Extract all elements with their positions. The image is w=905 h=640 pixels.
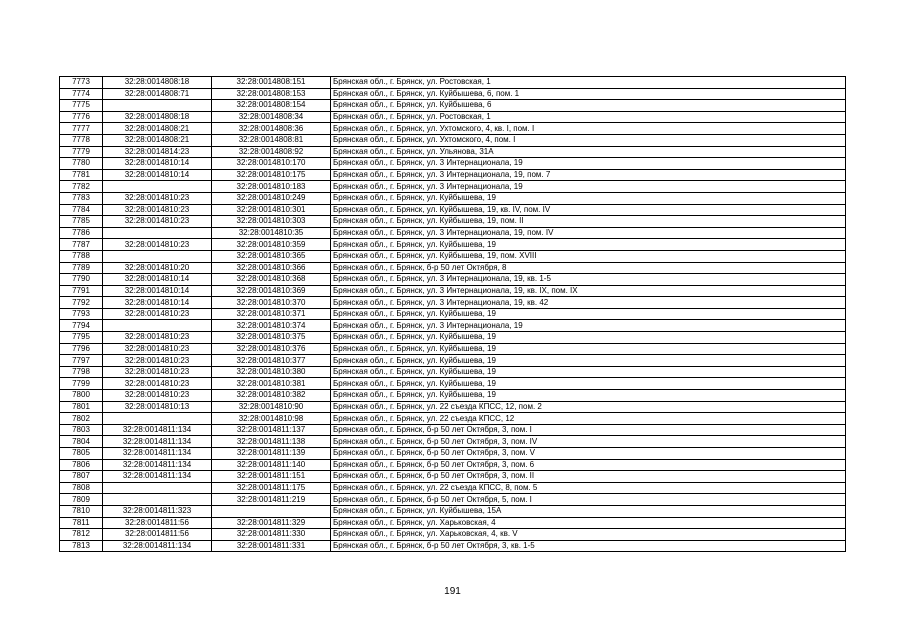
table-row: [60, 192, 846, 204]
row-number-cell: 7811: [60, 517, 103, 529]
address-cell: Брянская обл., г. Брянск, ул. Харьковская, 4, кв. V: [331, 529, 846, 541]
address-cell: Брянская обл., г. Брянск, б-р 50 лет Октября, 8: [331, 262, 846, 274]
object-cadastral-number-cell: 32:28:0014810:376: [212, 343, 331, 355]
address-cell: Брянская обл., г. Брянск, б-р 50 лет Октября, 3, пом. I: [331, 424, 846, 436]
row-number-cell: 7788: [60, 250, 103, 262]
object-cadastral-number-cell: 32:28:0014810:380: [212, 366, 331, 378]
address-cell: Брянская обл., г. Брянск, ул. Куйбышева, 19: [331, 308, 846, 320]
object-cadastral-number-cell: 32:28:0014810:249: [212, 192, 331, 204]
land-cadastral-number-cell: 32:28:0014811:134: [103, 471, 212, 483]
table-row: [60, 262, 846, 274]
object-cadastral-number-cell: 32:28:0014808:36: [212, 123, 331, 135]
table-row: [60, 471, 846, 483]
row-number-cell: 7783: [60, 192, 103, 204]
table-row: [60, 285, 846, 297]
object-cadastral-number-cell: 32:28:0014810:382: [212, 390, 331, 402]
address-cell: Брянская обл., г. Брянск, ул. Куйбышева, 19, пом. XVIII: [331, 250, 846, 262]
table-row: [60, 134, 846, 146]
table-row: [60, 436, 846, 448]
table-row: [60, 505, 846, 517]
row-number-cell: 7792: [60, 297, 103, 309]
address-cell: Брянская обл., г. Брянск, б-р 50 лет Октября, 3, кв. 1-5: [331, 540, 846, 552]
object-cadastral-number-cell: 32:28:0014810:90: [212, 401, 331, 413]
row-number-cell: 7779: [60, 146, 103, 158]
land-cadastral-number-cell: 32:28:0014808:21: [103, 123, 212, 135]
land-cadastral-number-cell: [103, 320, 212, 332]
land-cadastral-number-cell: 32:28:0014811:56: [103, 529, 212, 541]
object-cadastral-number-cell: 32:28:0014810:175: [212, 169, 331, 181]
object-cadastral-number-cell: 32:28:0014810:381: [212, 378, 331, 390]
table-row: [60, 424, 846, 436]
address-cell: Брянская обл., г. Брянск, ул. Куйбышева, 19: [331, 366, 846, 378]
table-row: [60, 390, 846, 402]
address-cell: Брянская обл., г. Брянск, ул. Куйбышева, 19: [331, 332, 846, 344]
address-cell: Брянская обл., г. Брянск, ул. Куйбышева, 19, пом. II: [331, 216, 846, 228]
row-number-cell: 7774: [60, 88, 103, 100]
table-row: [60, 332, 846, 344]
land-cadastral-number-cell: 32:28:0014810:23: [103, 308, 212, 320]
table-row: [60, 227, 846, 239]
property-register-table: [59, 76, 846, 552]
table-row: [60, 401, 846, 413]
address-cell: Брянская обл., г. Брянск, ул. 3 Интернационала, 19, кв. 42: [331, 297, 846, 309]
land-cadastral-number-cell: [103, 250, 212, 262]
table-row: [60, 517, 846, 529]
land-cadastral-number-cell: 32:28:0014810:14: [103, 158, 212, 170]
address-cell: Брянская обл., г. Брянск, ул. Куйбышева, 19: [331, 192, 846, 204]
object-cadastral-number-cell: 32:28:0014810:98: [212, 413, 331, 425]
land-cadastral-number-cell: 32:28:0014810:13: [103, 401, 212, 413]
address-cell: Брянская обл., г. Брянск, ул. Ухтомского, 4, пом. I: [331, 134, 846, 146]
row-number-cell: 7776: [60, 111, 103, 123]
address-cell: Брянская обл., г. Брянск, ул. Куйбышева, 19: [331, 239, 846, 251]
address-cell: Брянская обл., г. Брянск, ул. Харьковская, 4: [331, 517, 846, 529]
address-cell: Брянская обл., г. Брянск, ул. Куйбышева, 19: [331, 378, 846, 390]
object-cadastral-number-cell: 32:28:0014808:151: [212, 77, 331, 89]
land-cadastral-number-cell: 32:28:0014808:18: [103, 111, 212, 123]
land-cadastral-number-cell: 32:28:0014810:23: [103, 378, 212, 390]
table-row: [60, 100, 846, 112]
object-cadastral-number-cell: 32:28:0014810:369: [212, 285, 331, 297]
land-cadastral-number-cell: 32:28:0014811:134: [103, 436, 212, 448]
address-cell: Брянская обл., г. Брянск, ул. Куйбышева, 19: [331, 343, 846, 355]
land-cadastral-number-cell: [103, 482, 212, 494]
row-number-cell: 7793: [60, 308, 103, 320]
table-row: [60, 448, 846, 460]
land-cadastral-number-cell: 32:28:0014810:23: [103, 332, 212, 344]
address-cell: Брянская обл., г. Брянск, б-р 50 лет Октября, 3, пом. V: [331, 448, 846, 460]
object-cadastral-number-cell: 32:28:0014810:371: [212, 308, 331, 320]
row-number-cell: 7803: [60, 424, 103, 436]
address-cell: Брянская обл., г. Брянск, ул. Куйбышева, 6, пом. 1: [331, 88, 846, 100]
table-body: [60, 77, 846, 552]
land-cadastral-number-cell: [103, 227, 212, 239]
row-number-cell: 7809: [60, 494, 103, 506]
land-cadastral-number-cell: 32:28:0014814:23: [103, 146, 212, 158]
table-row: [60, 204, 846, 216]
table-row: [60, 77, 846, 89]
address-cell: Брянская обл., г. Брянск, ул. Куйбышева, 15А: [331, 505, 846, 517]
land-cadastral-number-cell: 32:28:0014810:23: [103, 192, 212, 204]
land-cadastral-number-cell: [103, 494, 212, 506]
row-number-cell: 7800: [60, 390, 103, 402]
row-number-cell: 7786: [60, 227, 103, 239]
object-cadastral-number-cell: 32:28:0014810:359: [212, 239, 331, 251]
table-row: [60, 274, 846, 286]
table-row: [60, 529, 846, 541]
row-number-cell: 7777: [60, 123, 103, 135]
object-cadastral-number-cell: 32:28:0014808:81: [212, 134, 331, 146]
address-cell: Брянская обл., г. Брянск, ул. 3 Интернационала, 19, кв. 1-5: [331, 274, 846, 286]
object-cadastral-number-cell: 32:28:0014811:219: [212, 494, 331, 506]
row-number-cell: 7790: [60, 274, 103, 286]
land-cadastral-number-cell: 32:28:0014811:323: [103, 505, 212, 517]
row-number-cell: 7805: [60, 448, 103, 460]
address-cell: Брянская обл., г. Брянск, ул. 3 Интернационала, 19: [331, 158, 846, 170]
row-number-cell: 7807: [60, 471, 103, 483]
row-number-cell: 7780: [60, 158, 103, 170]
land-cadastral-number-cell: [103, 100, 212, 112]
row-number-cell: 7782: [60, 181, 103, 193]
land-cadastral-number-cell: 32:28:0014811:134: [103, 459, 212, 471]
row-number-cell: 7787: [60, 239, 103, 251]
object-cadastral-number-cell: 32:28:0014810:35: [212, 227, 331, 239]
land-cadastral-number-cell: 32:28:0014810:14: [103, 285, 212, 297]
address-cell: Брянская обл., г. Брянск, ул. Ухтомского, 4, кв. I, пом. I: [331, 123, 846, 135]
object-cadastral-number-cell: 32:28:0014811:137: [212, 424, 331, 436]
address-cell: Брянская обл., г. Брянск, ул. Куйбышева, 19: [331, 390, 846, 402]
row-number-cell: 7773: [60, 77, 103, 89]
land-cadastral-number-cell: 32:28:0014808:21: [103, 134, 212, 146]
table-row: [60, 308, 846, 320]
address-cell: Брянская обл., г. Брянск, б-р 50 лет Октября, 3, пом. II: [331, 471, 846, 483]
object-cadastral-number-cell: 32:28:0014811:331: [212, 540, 331, 552]
row-number-cell: 7802: [60, 413, 103, 425]
row-number-cell: 7789: [60, 262, 103, 274]
address-cell: Брянская обл., г. Брянск, ул. 22 съезда КПСС, 12, пом. 2: [331, 401, 846, 413]
table-row: [60, 169, 846, 181]
address-cell: Брянская обл., г. Брянск, ул. Ростовская, 1: [331, 111, 846, 123]
address-cell: Брянская обл., г. Брянск, ул. 3 Интернационала, 19, пом. 7: [331, 169, 846, 181]
object-cadastral-number-cell: 32:28:0014810:368: [212, 274, 331, 286]
land-cadastral-number-cell: [103, 413, 212, 425]
table-row: [60, 320, 846, 332]
row-number-cell: 7791: [60, 285, 103, 297]
table-row: [60, 216, 846, 228]
object-cadastral-number-cell: 32:28:0014810:375: [212, 332, 331, 344]
object-cadastral-number-cell: 32:28:0014811:175: [212, 482, 331, 494]
land-cadastral-number-cell: 32:28:0014810:23: [103, 366, 212, 378]
land-cadastral-number-cell: 32:28:0014810:20: [103, 262, 212, 274]
object-cadastral-number-cell: 32:28:0014811:140: [212, 459, 331, 471]
object-cadastral-number-cell: 32:28:0014808:153: [212, 88, 331, 100]
table-row: [60, 494, 846, 506]
land-cadastral-number-cell: 32:28:0014810:23: [103, 216, 212, 228]
object-cadastral-number-cell: 32:28:0014811:151: [212, 471, 331, 483]
land-cadastral-number-cell: 32:28:0014810:23: [103, 390, 212, 402]
land-cadastral-number-cell: 32:28:0014811:134: [103, 424, 212, 436]
address-cell: Брянская обл., г. Брянск, б-р 50 лет Октября, 5, пом. I: [331, 494, 846, 506]
object-cadastral-number-cell: 32:28:0014810:366: [212, 262, 331, 274]
address-cell: Брянская обл., г. Брянск, ул. Ульянова, 31А: [331, 146, 846, 158]
object-cadastral-number-cell: 32:28:0014810:303: [212, 216, 331, 228]
address-cell: Брянская обл., г. Брянск, ул. Куйбышева, 19, кв. IV, пом. IV: [331, 204, 846, 216]
table-row: [60, 482, 846, 494]
table-row: [60, 459, 846, 471]
row-number-cell: 7801: [60, 401, 103, 413]
table-row: [60, 413, 846, 425]
object-cadastral-number-cell: 32:28:0014810:183: [212, 181, 331, 193]
row-number-cell: 7794: [60, 320, 103, 332]
row-number-cell: 7808: [60, 482, 103, 494]
land-cadastral-number-cell: 32:28:0014810:14: [103, 274, 212, 286]
row-number-cell: 7796: [60, 343, 103, 355]
address-cell: Брянская обл., г. Брянск, ул. 3 Интернационала, 19, кв. IX, пом. IX: [331, 285, 846, 297]
address-cell: Брянская обл., г. Брянск, ул. Ростовская, 1: [331, 77, 846, 89]
object-cadastral-number-cell: 32:28:0014810:301: [212, 204, 331, 216]
table-row: [60, 355, 846, 367]
land-cadastral-number-cell: [103, 181, 212, 193]
address-cell: Брянская обл., г. Брянск, б-р 50 лет Октября, 3, пом. 6: [331, 459, 846, 471]
row-number-cell: 7775: [60, 100, 103, 112]
object-cadastral-number-cell: 32:28:0014811:329: [212, 517, 331, 529]
object-cadastral-number-cell: 32:28:0014810:377: [212, 355, 331, 367]
object-cadastral-number-cell: 32:28:0014810:374: [212, 320, 331, 332]
land-cadastral-number-cell: 32:28:0014808:18: [103, 77, 212, 89]
object-cadastral-number-cell: 32:28:0014810:370: [212, 297, 331, 309]
land-cadastral-number-cell: 32:28:0014810:23: [103, 239, 212, 251]
address-cell: Брянская обл., г. Брянск, ул. 22 съезда КПСС, 12: [331, 413, 846, 425]
object-cadastral-number-cell: 32:28:0014810:365: [212, 250, 331, 262]
object-cadastral-number-cell: 32:28:0014808:154: [212, 100, 331, 112]
row-number-cell: 7799: [60, 378, 103, 390]
land-cadastral-number-cell: 32:28:0014811:134: [103, 540, 212, 552]
row-number-cell: 7778: [60, 134, 103, 146]
object-cadastral-number-cell: 32:28:0014811:138: [212, 436, 331, 448]
row-number-cell: 7812: [60, 529, 103, 541]
land-cadastral-number-cell: 32:28:0014810:23: [103, 343, 212, 355]
address-cell: Брянская обл., г. Брянск, ул. 22 съезда КПСС, 8, пом. 5: [331, 482, 846, 494]
table-row: [60, 239, 846, 251]
table-row: [60, 250, 846, 262]
row-number-cell: 7781: [60, 169, 103, 181]
row-number-cell: 7813: [60, 540, 103, 552]
land-cadastral-number-cell: 32:28:0014810:23: [103, 355, 212, 367]
table-row: [60, 366, 846, 378]
table-row: [60, 88, 846, 100]
row-number-cell: 7806: [60, 459, 103, 471]
table-row: [60, 378, 846, 390]
row-number-cell: 7795: [60, 332, 103, 344]
object-cadastral-number-cell: 32:28:0014811:139: [212, 448, 331, 460]
address-cell: Брянская обл., г. Брянск, б-р 50 лет Октября, 3, пом. IV: [331, 436, 846, 448]
object-cadastral-number-cell: 32:28:0014808:92: [212, 146, 331, 158]
page-number: 191: [444, 586, 461, 597]
object-cadastral-number-cell: 32:28:0014810:170: [212, 158, 331, 170]
address-cell: Брянская обл., г. Брянск, ул. 3 Интернационала, 19: [331, 320, 846, 332]
table-row: [60, 343, 846, 355]
table-row: [60, 123, 846, 135]
land-cadastral-number-cell: 32:28:0014811:56: [103, 517, 212, 529]
table-row: [60, 158, 846, 170]
object-cadastral-number-cell: [212, 505, 331, 517]
land-cadastral-number-cell: 32:28:0014811:134: [103, 448, 212, 460]
object-cadastral-number-cell: 32:28:0014811:330: [212, 529, 331, 541]
address-cell: Брянская обл., г. Брянск, ул. Куйбышева, 19: [331, 355, 846, 367]
row-number-cell: 7784: [60, 204, 103, 216]
table-row: [60, 111, 846, 123]
land-cadastral-number-cell: 32:28:0014810:14: [103, 297, 212, 309]
table-row: [60, 297, 846, 309]
land-cadastral-number-cell: 32:28:0014810:14: [103, 169, 212, 181]
land-cadastral-number-cell: 32:28:0014808:71: [103, 88, 212, 100]
row-number-cell: 7810: [60, 505, 103, 517]
row-number-cell: 7804: [60, 436, 103, 448]
object-cadastral-number-cell: 32:28:0014808:34: [212, 111, 331, 123]
address-cell: Брянская обл., г. Брянск, ул. Куйбышева, 6: [331, 100, 846, 112]
address-cell: Брянская обл., г. Брянск, ул. 3 Интернационала, 19, пом. IV: [331, 227, 846, 239]
row-number-cell: 7797: [60, 355, 103, 367]
table-row: [60, 181, 846, 193]
address-cell: Брянская обл., г. Брянск, ул. 3 Интернационала, 19: [331, 181, 846, 193]
table-row: [60, 146, 846, 158]
land-cadastral-number-cell: 32:28:0014810:23: [103, 204, 212, 216]
row-number-cell: 7798: [60, 366, 103, 378]
table-row: [60, 540, 846, 552]
row-number-cell: 7785: [60, 216, 103, 228]
